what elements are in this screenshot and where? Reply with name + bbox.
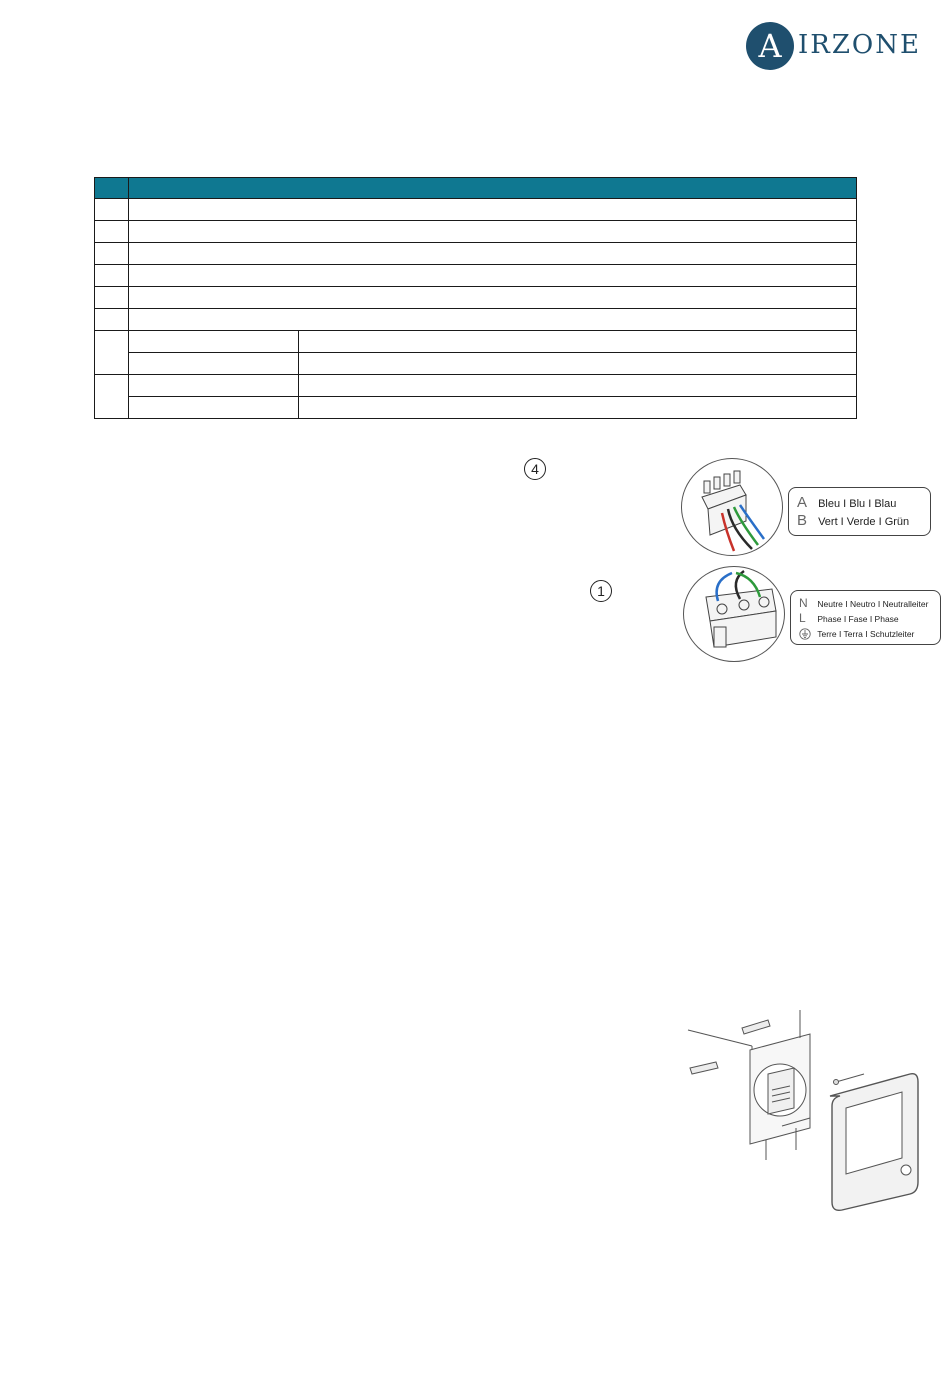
callout-power-number: 1 bbox=[590, 580, 612, 602]
legend-key: L bbox=[799, 611, 806, 625]
legend-key: N bbox=[799, 596, 808, 610]
bus-wire-legend bbox=[788, 487, 931, 536]
power-wire-legend bbox=[790, 590, 941, 645]
specification-table bbox=[94, 177, 857, 419]
table-row bbox=[95, 265, 857, 287]
legend-item bbox=[797, 494, 896, 511]
table-row bbox=[95, 221, 857, 243]
legend-label: Bleu I Blu I Blau bbox=[818, 498, 897, 510]
table-row bbox=[95, 287, 857, 309]
ground-icon bbox=[799, 626, 815, 640]
legend-item bbox=[797, 512, 909, 529]
table-row bbox=[95, 309, 857, 331]
bus-connector-illustration bbox=[681, 458, 783, 556]
legend-key: B bbox=[797, 512, 808, 529]
power-connector-illustration bbox=[683, 566, 785, 662]
table-row bbox=[95, 353, 857, 375]
table-row bbox=[95, 397, 857, 419]
legend-label: Vert I Verde I Grün bbox=[818, 516, 910, 528]
callout-bus-number: 4 bbox=[524, 458, 546, 480]
table-row bbox=[95, 199, 857, 221]
airzone-logo bbox=[746, 22, 936, 72]
table-row bbox=[95, 243, 857, 265]
legend-label: Terre I Terra I Schutzleiter bbox=[817, 629, 915, 639]
legend-item bbox=[799, 596, 928, 610]
logo-mark: A bbox=[746, 22, 794, 70]
legend-label: Phase I Fase I Phase bbox=[817, 614, 899, 624]
thermostat-mounting-illustration bbox=[686, 1010, 930, 1215]
legend-item bbox=[799, 626, 914, 640]
table-row bbox=[95, 375, 857, 397]
table-header-row bbox=[95, 178, 857, 199]
table-row bbox=[95, 331, 857, 353]
legend-key: A bbox=[797, 494, 808, 511]
logo-wordmark: IRZONE bbox=[798, 30, 921, 60]
legend-item bbox=[799, 611, 899, 625]
legend-label: Neutre I Neutro I Neutralleiter bbox=[817, 599, 929, 609]
